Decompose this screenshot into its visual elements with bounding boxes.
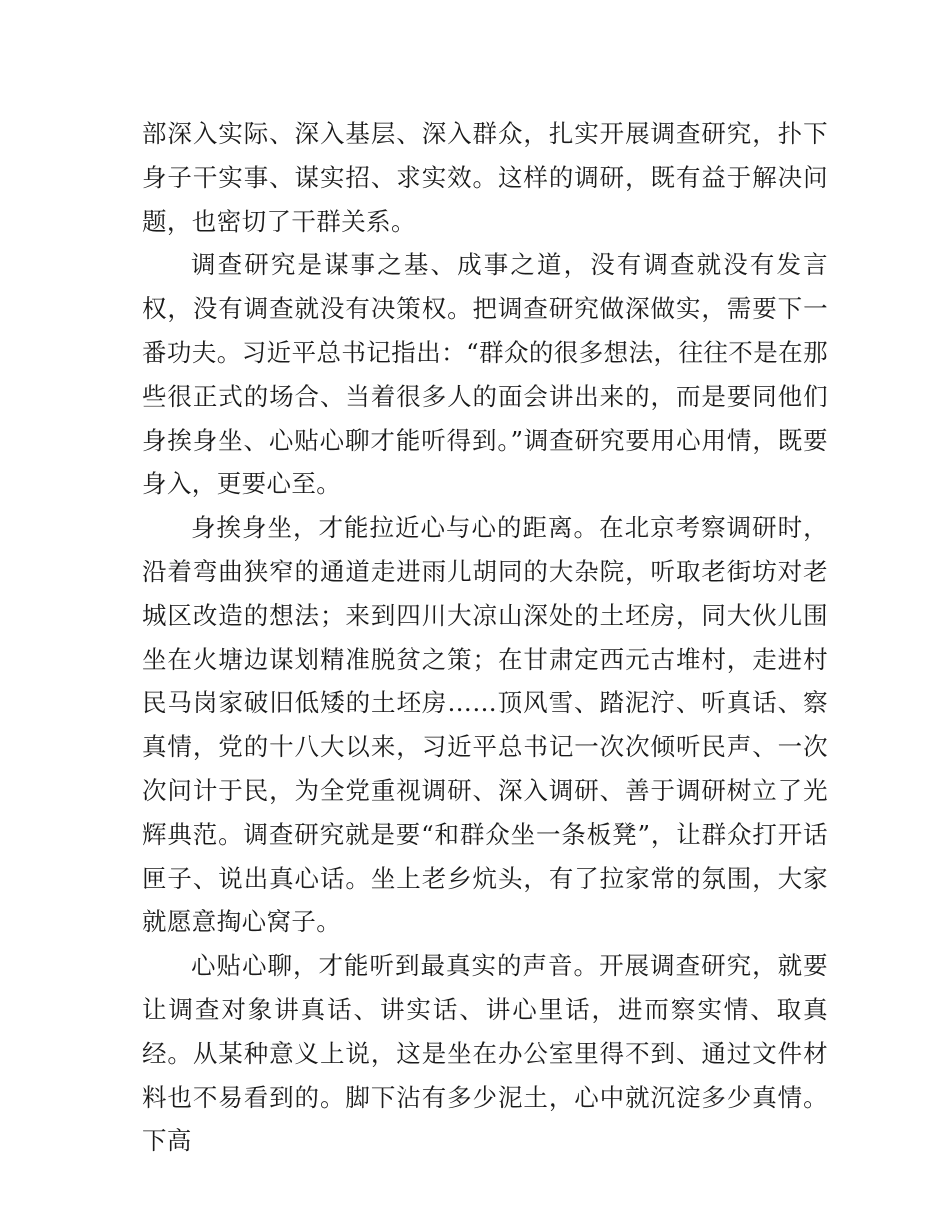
paragraph-research-foundation: 调查研究是谋事之基、成事之道，没有调查就没有发言权，没有调查就没有决策权。把调查研究做深做实，需要下一番功夫。习近平总书记指出：“群众的很多想法，往往不是在那些很正式的场合、当着很多人的面会讲出来的，而是要同他们身挨身坐、心贴心聊才能听得到。”调查研究要用心用情，既要身入，更要心至。 <box>142 250 828 499</box>
body-text <box>142 112 828 1163</box>
paragraph-sit-together: 身挨身坐，才能拉近心与心的距离。在北京考察调研时，沿着弯曲狭窄的通道走进雨儿胡同的大杂院，听取老街坊对老城区改造的想法；来到四川大凉山深处的土坯房，同大伙儿围坐在火塘边谋划精准脱贫之策；在甘肃定西元古堆村，走进村民马岗家破旧低矮的土坯房……顶风雪、踏泥泞、听真话、察真情，党的十八大以来，习近平总书记一次次倾听民声、一次次问计于民，为全党重视调研、深入调研、善于调研树立了光辉典范。调查研究就是要“和群众坐一条板凳”，让群众打开话匣子、说出真心话。坐上老乡炕头，有了拉家常的氛围，大家就愿意掏心窝子。 <box>142 513 828 937</box>
paragraph-continuation: 部深入实际、深入基层、深入群众，扎实开展调查研究，扑下身子干实事、谋实招、求实效。这样的调研，既有益于解决问题，也密切了干群关系。 <box>142 119 828 236</box>
paragraph-heart-to-heart: 心贴心聊，才能听到最真实的声音。开展调查研究，就要让调查对象讲真话、讲实话、讲心里话，进而察实情、取真经。从某种意义上说，这是坐在办公室里得不到、通过文件材料也不易看到的。脚下沾有多少泥土，心中就沉淀多少真情。下高 <box>142 951 828 1156</box>
